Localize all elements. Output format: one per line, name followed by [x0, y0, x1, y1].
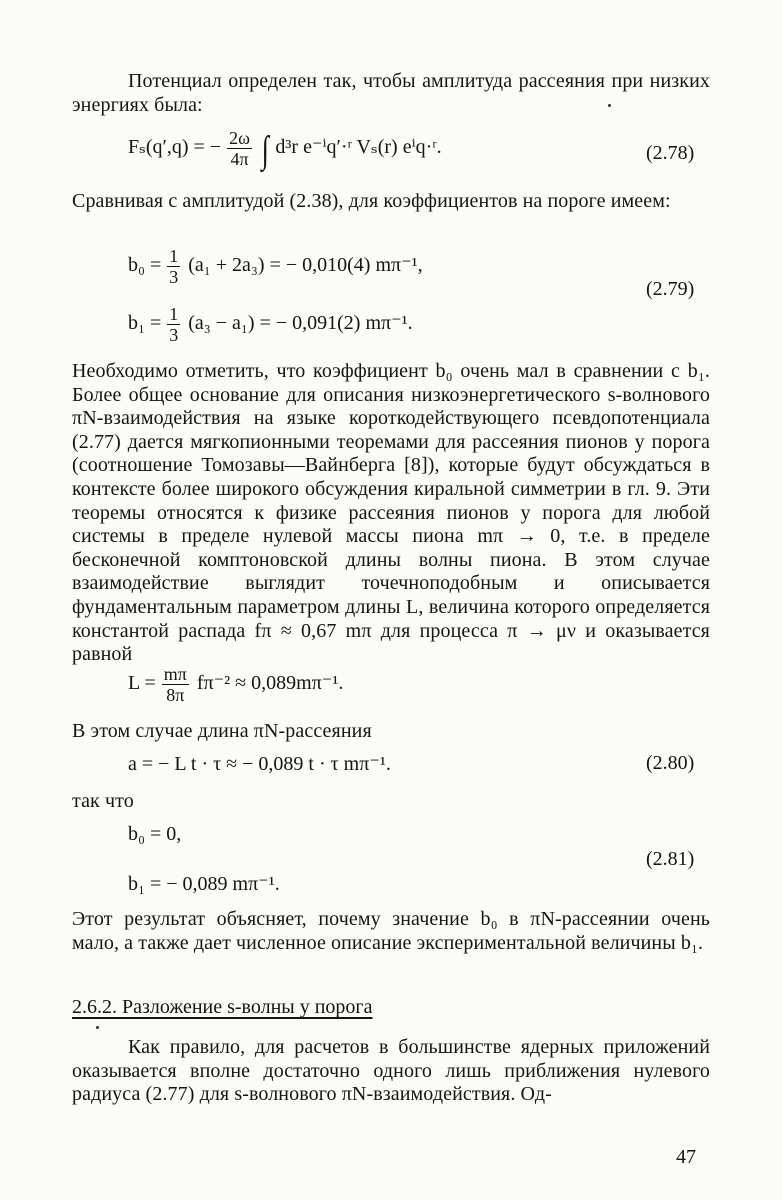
paragraph-so-that: так что — [72, 790, 134, 812]
scan-speck — [608, 104, 611, 107]
eq-L-rhs: fπ⁻² ≈ 0,089mπ⁻¹. — [196, 672, 344, 695]
eq-L-denominator: 8π — [162, 684, 189, 705]
equation-2-81-b0: b₀ = 0, — [128, 823, 182, 845]
eq-2-78-numerator: 2ω — [229, 128, 250, 148]
equation-2-80: a = − L t · τ ≈ − 0,089 t · τ mπ⁻¹. — [128, 753, 391, 775]
eq-L-numerator: mπ — [163, 664, 187, 684]
eq-2-78-rhs: d³r e⁻ⁱq′·ʳ Vₛ(r) eⁱq·ʳ. — [275, 136, 442, 159]
eq-2-79-b0-rhs: (a₁ + 2a₃) = − 0,010(4) mπ⁻¹, — [188, 254, 423, 277]
scan-speck — [96, 1026, 99, 1029]
eq-L-fraction — [162, 664, 189, 705]
eq-L-lhs: L = — [128, 672, 156, 695]
section-heading: 2.6.2. Разложение s-волны у порога — [72, 996, 373, 1018]
paragraph-soft-pion-theorems: Необходимо отметить, что коэффициент b₀ очень мал в сравнении с b₁. Более общее основание для описания низкоэнергетического s-волнового πN-взаимодействия на языке короткодействующего псевдопотенциала (2.77) дается мягкопионными теоремами для рассеяния пионов у порога (соотношение Томозавы—Вайнберга [8]), которые будут обсуждаться в контексте более широкого обсуждения киральной симметрии в гл. 9. Эти теоремы относятся к физике рассеяния пионов у порога для любой системы в пределе нулевой массы пиона mπ → 0, т.е. в пределе бесконечной комптоновской длины волны пиона. В этом случае взаимодействие выглядит точечноподобным и описывается фундаментальным параметром длины L, величина которого определяется константой распада fπ ≈ 0,67 mπ для процесса π → μν и оказывается равной — [72, 360, 710, 666]
eq-2-78-lhs: Fₛ(q′,q) = − — [128, 136, 222, 159]
integral-sign: ∫ — [261, 129, 269, 172]
eq-2-79-b1-lhs: b₁ = — [128, 312, 162, 335]
eq-2-79-b1-numerator: 1 — [169, 304, 179, 324]
eq-2-79-b0-denominator: 3 — [169, 267, 179, 287]
equation-2-79-b1 — [128, 304, 413, 345]
page-number: 47 — [676, 1146, 696, 1168]
eq-2-78-fraction — [227, 128, 252, 169]
eq-2-78-denominator: 4π — [227, 148, 252, 169]
equation-2-78 — [128, 128, 442, 172]
equation-number-2-80: (2.80) — [646, 752, 695, 774]
paragraph-zero-range-approximation: Как правило, для расчетов в большинстве ядерных приложений оказывается вполне достаточно одного лишь приближения нулевого радиуса (2.77) для s-волнового πN-взаимодействия. Од- — [72, 1036, 710, 1106]
paragraph-scattering-length: В этом случае длина πN-рассеяния — [72, 720, 372, 742]
eq-2-79-b1-rhs: (a₃ − a₁) = − 0,091(2) mπ⁻¹. — [188, 312, 413, 335]
paragraph-result-explanation: Этот результат объясняет, почему значение b₀ в πN-рассеянии очень мало, а также дает численное описание экспериментальной величины b₁. — [72, 908, 710, 954]
eq-2-79-b0-fraction — [167, 246, 180, 287]
equation-2-81-b1: b₁ = − 0,089 mπ⁻¹. — [128, 873, 280, 895]
paragraph-comparison: Сравнивая с амплитудой (2.38), для коэффициентов на пороге имеем: — [72, 190, 671, 212]
eq-2-79-b1-denominator: 3 — [169, 325, 179, 345]
eq-2-79-b0-lhs: b₀ = — [128, 254, 162, 277]
equation-number-2-78: (2.78) — [646, 142, 695, 164]
equation-length-L — [128, 664, 343, 705]
equation-number-2-81: (2.81) — [646, 848, 695, 870]
paragraph-potential-definition: Потенциал определен так, чтобы амплитуда рассеяния при низких энергиях была: — [72, 70, 710, 116]
equation-2-79-b0 — [128, 246, 423, 287]
eq-2-79-b1-fraction — [167, 304, 180, 345]
equation-number-2-79: (2.79) — [646, 278, 695, 300]
eq-2-79-b0-numerator: 1 — [169, 246, 179, 266]
